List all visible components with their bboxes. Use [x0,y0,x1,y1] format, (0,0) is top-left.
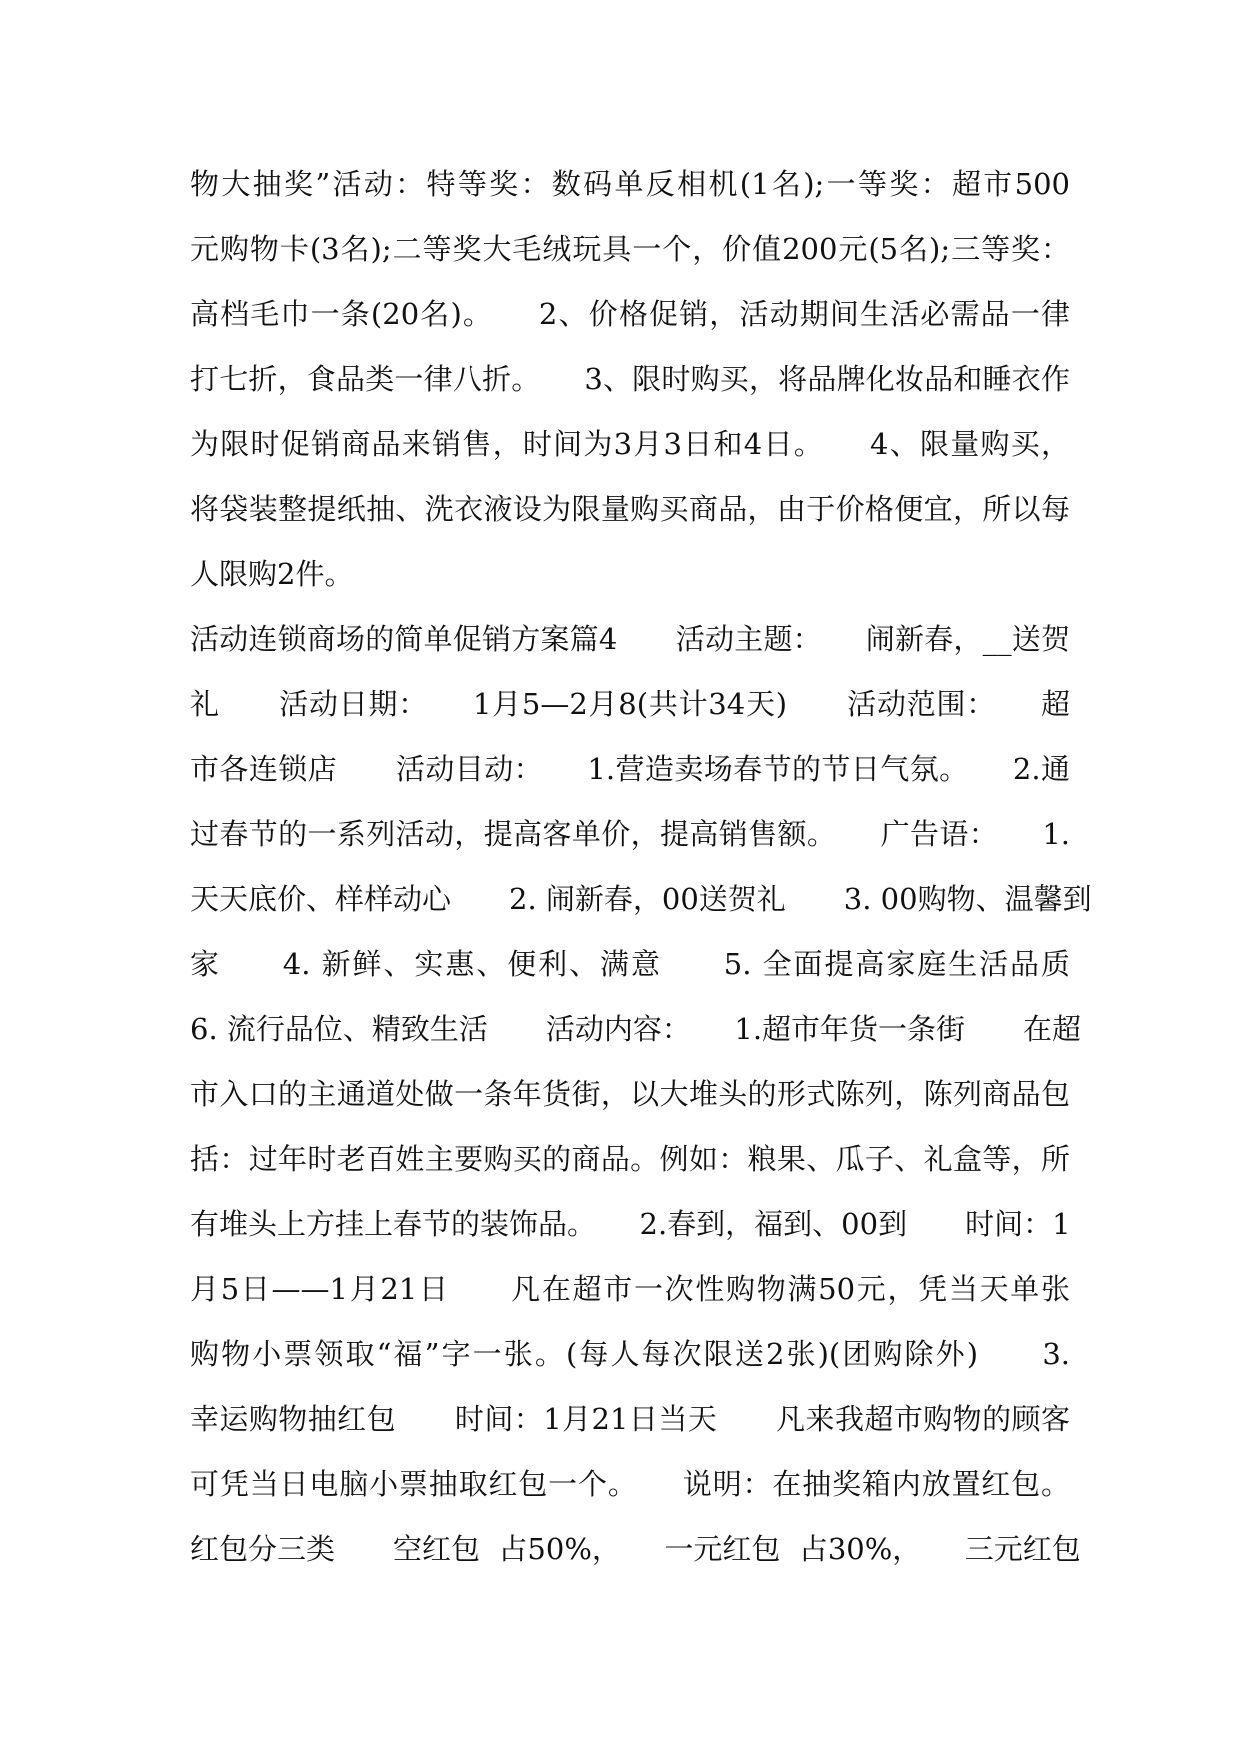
text-line: 元购物卡(3名);二等奖大毛绒玩具一个，价值200元(5名);三等奖： [190,232,1070,266]
text-line: 市各连锁店 活动目动： 1.营造卖场春节的节日气氛。 2.通 [190,752,1070,786]
text-line: 市入口的主通道处做一条年货街，以大堆头的形式陈列，陈列商品包 [190,1077,1070,1111]
text-line: 家 4. 新鲜、实惠、便利、满意 5. 全面提高家庭生活品质 [190,947,1070,981]
text-line: 有堆头上方挂上春节的装饰品。 2.春到，福到、00到 时间：1 [190,1207,1071,1241]
text-line: 天天底价、样样动心 2. 闹新春，00送贺礼 3. 00购物、温馨到 [190,882,1092,916]
text-line: 红包分三类 空红包 占50%， 一元红包 占30%， 三元红包 [190,1532,1081,1566]
text-line: 礼 活动日期： 1月5—2月8(共计34天) 活动范围： 超 [190,687,1070,721]
text-line: 打七折，食品类一律八折。 3、限时购买，将品牌化妆品和睡衣作 [190,362,1070,396]
text-line: 过春节的一系列活动，提高客单价，提高销售额。 广告语： 1. [190,817,1070,851]
text-line: 购物小票领取“福”字一张。(每人每次限送2张)(团购除外) 3. [190,1337,1070,1371]
text-line: 幸运购物抽红包 时间：1月21日当天 凡来我超市购物的顾客 [190,1402,1070,1436]
text-line: 为限时促销商品来销售，时间为3月3日和4日。 4、限量购买， [190,427,1070,461]
text-line: 人限购2件。 [190,557,354,591]
section-heading-line: 活动连锁商场的简单促销方案篇4 活动主题： 闹新春，__送贺 [190,622,1070,656]
text-line: 物大抽奖”活动：特等奖：数码单反相机(1名);一等奖：超市500 [190,167,1070,201]
text-line: 高档毛巾一条(20名)。 2、价格促销，活动期间生活必需品一律 [190,297,1070,331]
text-line: 可凭当日电脑小票抽取红包一个。 说明：在抽奖箱内放置红包。 [190,1467,1070,1501]
text-line: 6. 流行品位、精致生活 活动内容： 1.超市年货一条街 在超 [190,1012,1082,1046]
text-line: 括：过年时老百姓主要购买的商品。例如：粮果、瓜子、礼盒等，所 [190,1142,1070,1176]
text-line: 将袋装整提纸抽、洗衣液设为限量购买商品，由于价格便宜，所以每 [190,492,1070,526]
text-line: 月5日——1月21日 凡在超市一次性购物满50元，凭当天单张 [190,1272,1070,1306]
